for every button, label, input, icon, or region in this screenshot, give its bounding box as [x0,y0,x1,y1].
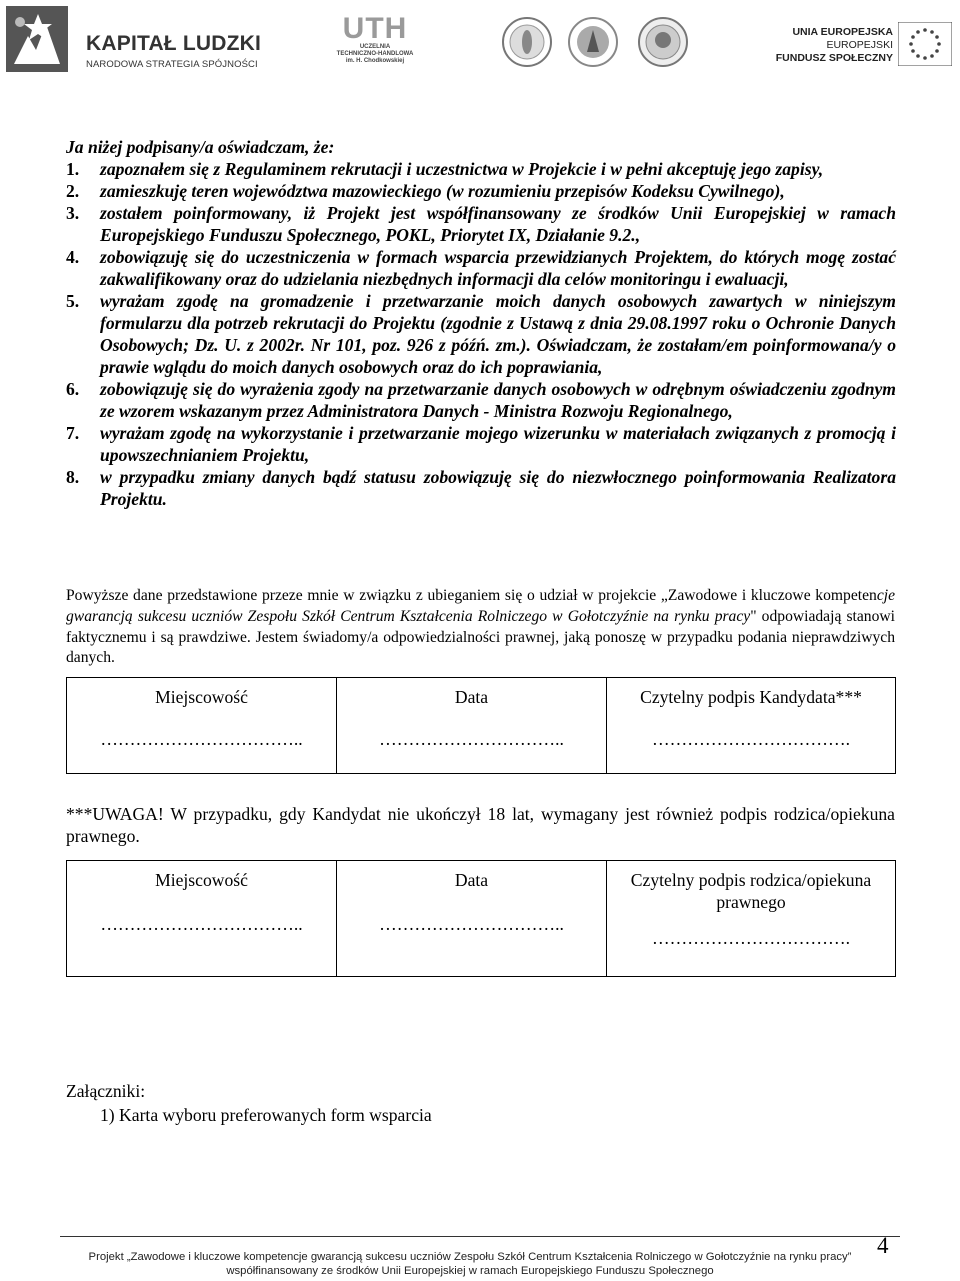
eu-line-1: UNIA EUROPEJSKA [792,26,893,38]
date-label: Data [454,687,489,707]
item-number: 2. [66,181,80,201]
declaration-item [66,180,896,202]
declaration-item [66,246,896,290]
place-label: Miejscowość [155,870,248,890]
item-text: zamieszkuję teren województwa mazowieckiego (w rozumieniu przepisów Kodeksu Cywilnego), [100,181,785,201]
kapital-ludzki-title: KAPITAŁ LUDZKI [86,32,262,55]
item-number: 3. [66,203,80,223]
eu-flag-icon [898,22,952,66]
item-number: 8. [66,467,80,487]
place-label: Miejscowość [155,687,248,707]
item-number: 7. [66,423,80,443]
candidate-signature-table [66,677,896,774]
eu-line-3: FUNDUSZ SPOŁECZNY [775,52,893,64]
declaration-section [66,136,896,510]
candidate-place-cell[interactable] [67,678,337,774]
item-text: zobowiązuję się do wyrażenia zgody na przetwarzanie danych osobowych w odrębnym oświadczeniu zgodnym ze wzorem wskazanym przez Administratora Danych - Ministra Rozwoju Regionalnego, [100,379,896,421]
guardian-place-cell[interactable] [67,861,337,977]
declaration-item [66,422,896,466]
attachments-title: Załączniki: [66,1081,146,1101]
declaration-list [66,158,896,510]
guardian-note: ***UWAGA! W przypadku, gdy Kandydat nie ukończył 18 lat, wymagany jest również podpis rodzica/opiekuna prawnego. [66,804,895,846]
eu-line-2: EUROPEJSKI [826,39,893,51]
statement-part-1: Powyższe dane przedstawione przeze mnie w związku z ubieganiem się o udział w projekcie „Zawodowe i kluczowe kompeten [66,587,877,604]
candidate-signature-cell[interactable] [607,678,896,774]
date-label: Data [454,870,489,890]
guardian-signature-label: Czytelny podpis rodzica/opiekuna prawnego [630,870,872,912]
statement-project-name: cje gwarancją sukcesu uczniów Zespołu Szkół Centrum Kształcenia Rolniczego w Gołotczyźnie na rynku pracy [66,587,895,625]
date-dots: ………………………….. [379,914,564,934]
eu-logo-text [776,26,893,65]
attachments-section [66,1080,432,1126]
guardian-signature-cell[interactable] [607,861,896,977]
footer-line-1: Projekt „Zawodowe i kluczowe kompetencje gwarancją sukcesu uczniów Zespołu Szkół Centrum Kształcenia Rolniczego w Gołotczyźnie na rynku pracy” [88,1251,852,1263]
item-number: 4. [66,247,80,267]
item-text: w przypadku zmiany danych bądź statusu zobowiązuję się do niezwłocznego poinformowania Realizatora Projektu. [100,467,896,509]
declaration-item [66,158,896,180]
candidate-date-cell[interactable] [337,678,607,774]
signature-dots: ……………………………. [652,729,850,749]
item-text: wyrażam zgodę na wykorzystanie i przetwarzanie mojego wizerunku w materiałach związanych z promocją i upowszechnianiem Projektu, [100,423,896,465]
date-dots: ………………………….. [379,729,564,749]
declaration-item [66,290,896,378]
place-dots: …………………………….. [100,729,303,749]
kapital-ludzki-emblem-icon [6,6,78,76]
attachment-item: 1) Karta wyboru preferowanych form wsparcia [100,1105,432,1125]
uth-mark: UTH [342,12,408,45]
declaration-item [66,378,896,422]
item-number: 6. [66,379,80,399]
page-header [0,0,960,80]
kapital-ludzki-subtitle: NARODOWA STRATEGIA SPÓJNOŚCI [86,59,258,70]
eu-efs-logo [768,20,958,70]
declaration-intro: Ja niżej podpisany/a oświadczam, że: [66,137,335,157]
item-number: 5. [66,291,80,311]
footer-line-2: współfinansowany ze środków Unii Europejskiej w ramach Europejskiego Funduszu Społecznego [226,1265,714,1277]
guardian-signature-table [66,860,896,977]
agricultural-seal-icon [567,16,619,68]
candidate-signature-label: Czytelny podpis Kandydata*** [640,687,862,707]
place-dots: …………………………….. [100,914,303,934]
declaration-item [66,202,896,246]
uth-logo [335,14,415,74]
school-seal-icon [501,16,553,68]
item-number: 1. [66,159,80,179]
statement-part-2: " odpowiadają stanowi faktycznemu i są prawdziwe. Jestem świadomy/a odpowiedzialności prawnej, jaką ponoszę w przypadku podania nieprawdziwych danych. [66,607,895,667]
guardian-date-cell[interactable] [337,861,607,977]
institution-seal-icon [637,16,689,68]
truthfulness-statement [66,586,895,669]
signature-dots: ……………………………. [652,928,850,948]
declaration-item [66,466,896,510]
kapital-ludzki-logo [6,6,276,76]
uth-line-1: UCZELNIA [359,44,391,50]
footer-divider [60,1236,900,1237]
item-text: zobowiązuję się do uczestniczenia w formach wsparcia przewidzianych Projektem, do których mogę zostać zakwalifikowany oraz do udzielania niezbędnych informacji dla celów monitoringu i ewaluacji, [100,247,896,289]
item-text: zostałem poinformowany, iż Projekt jest współfinansowany ze środków Unii Europejskiej w ramach Europejskiego Funduszu Społecznego, POKL, Priorytet IX, Działanie 9.2., [100,203,896,245]
uth-line-3: im. H. Chodkowskiej [345,58,405,64]
item-text: wyrażam zgodę na gromadzenie i przetwarzanie moich danych osobowych zawartych w niniejszym formularzu dla potrzeb rekrutacji do Projektu (zgodnie z Ustawą z dnia 29.08.1997 roku o Ochronie Danych Osobowych; Dz. U. z 2002r. Nr 101, poz. 926 z późń. zm.). Oświadczam, że zostałam/em poinformowana/y o prawie wglądu do moich danych osobowych oraz do ich poprawiania, [100,291,896,377]
project-footer [60,1250,880,1278]
uth-line-2: TECHNICZNO-HANDLOWA [336,51,414,57]
page-number: 4 [877,1233,889,1258]
item-text: zapoznałem się z Regulaminem rekrutacji i uczestnictwa w Projekcie i w pełni akceptuję jego zapisy, [100,159,824,179]
